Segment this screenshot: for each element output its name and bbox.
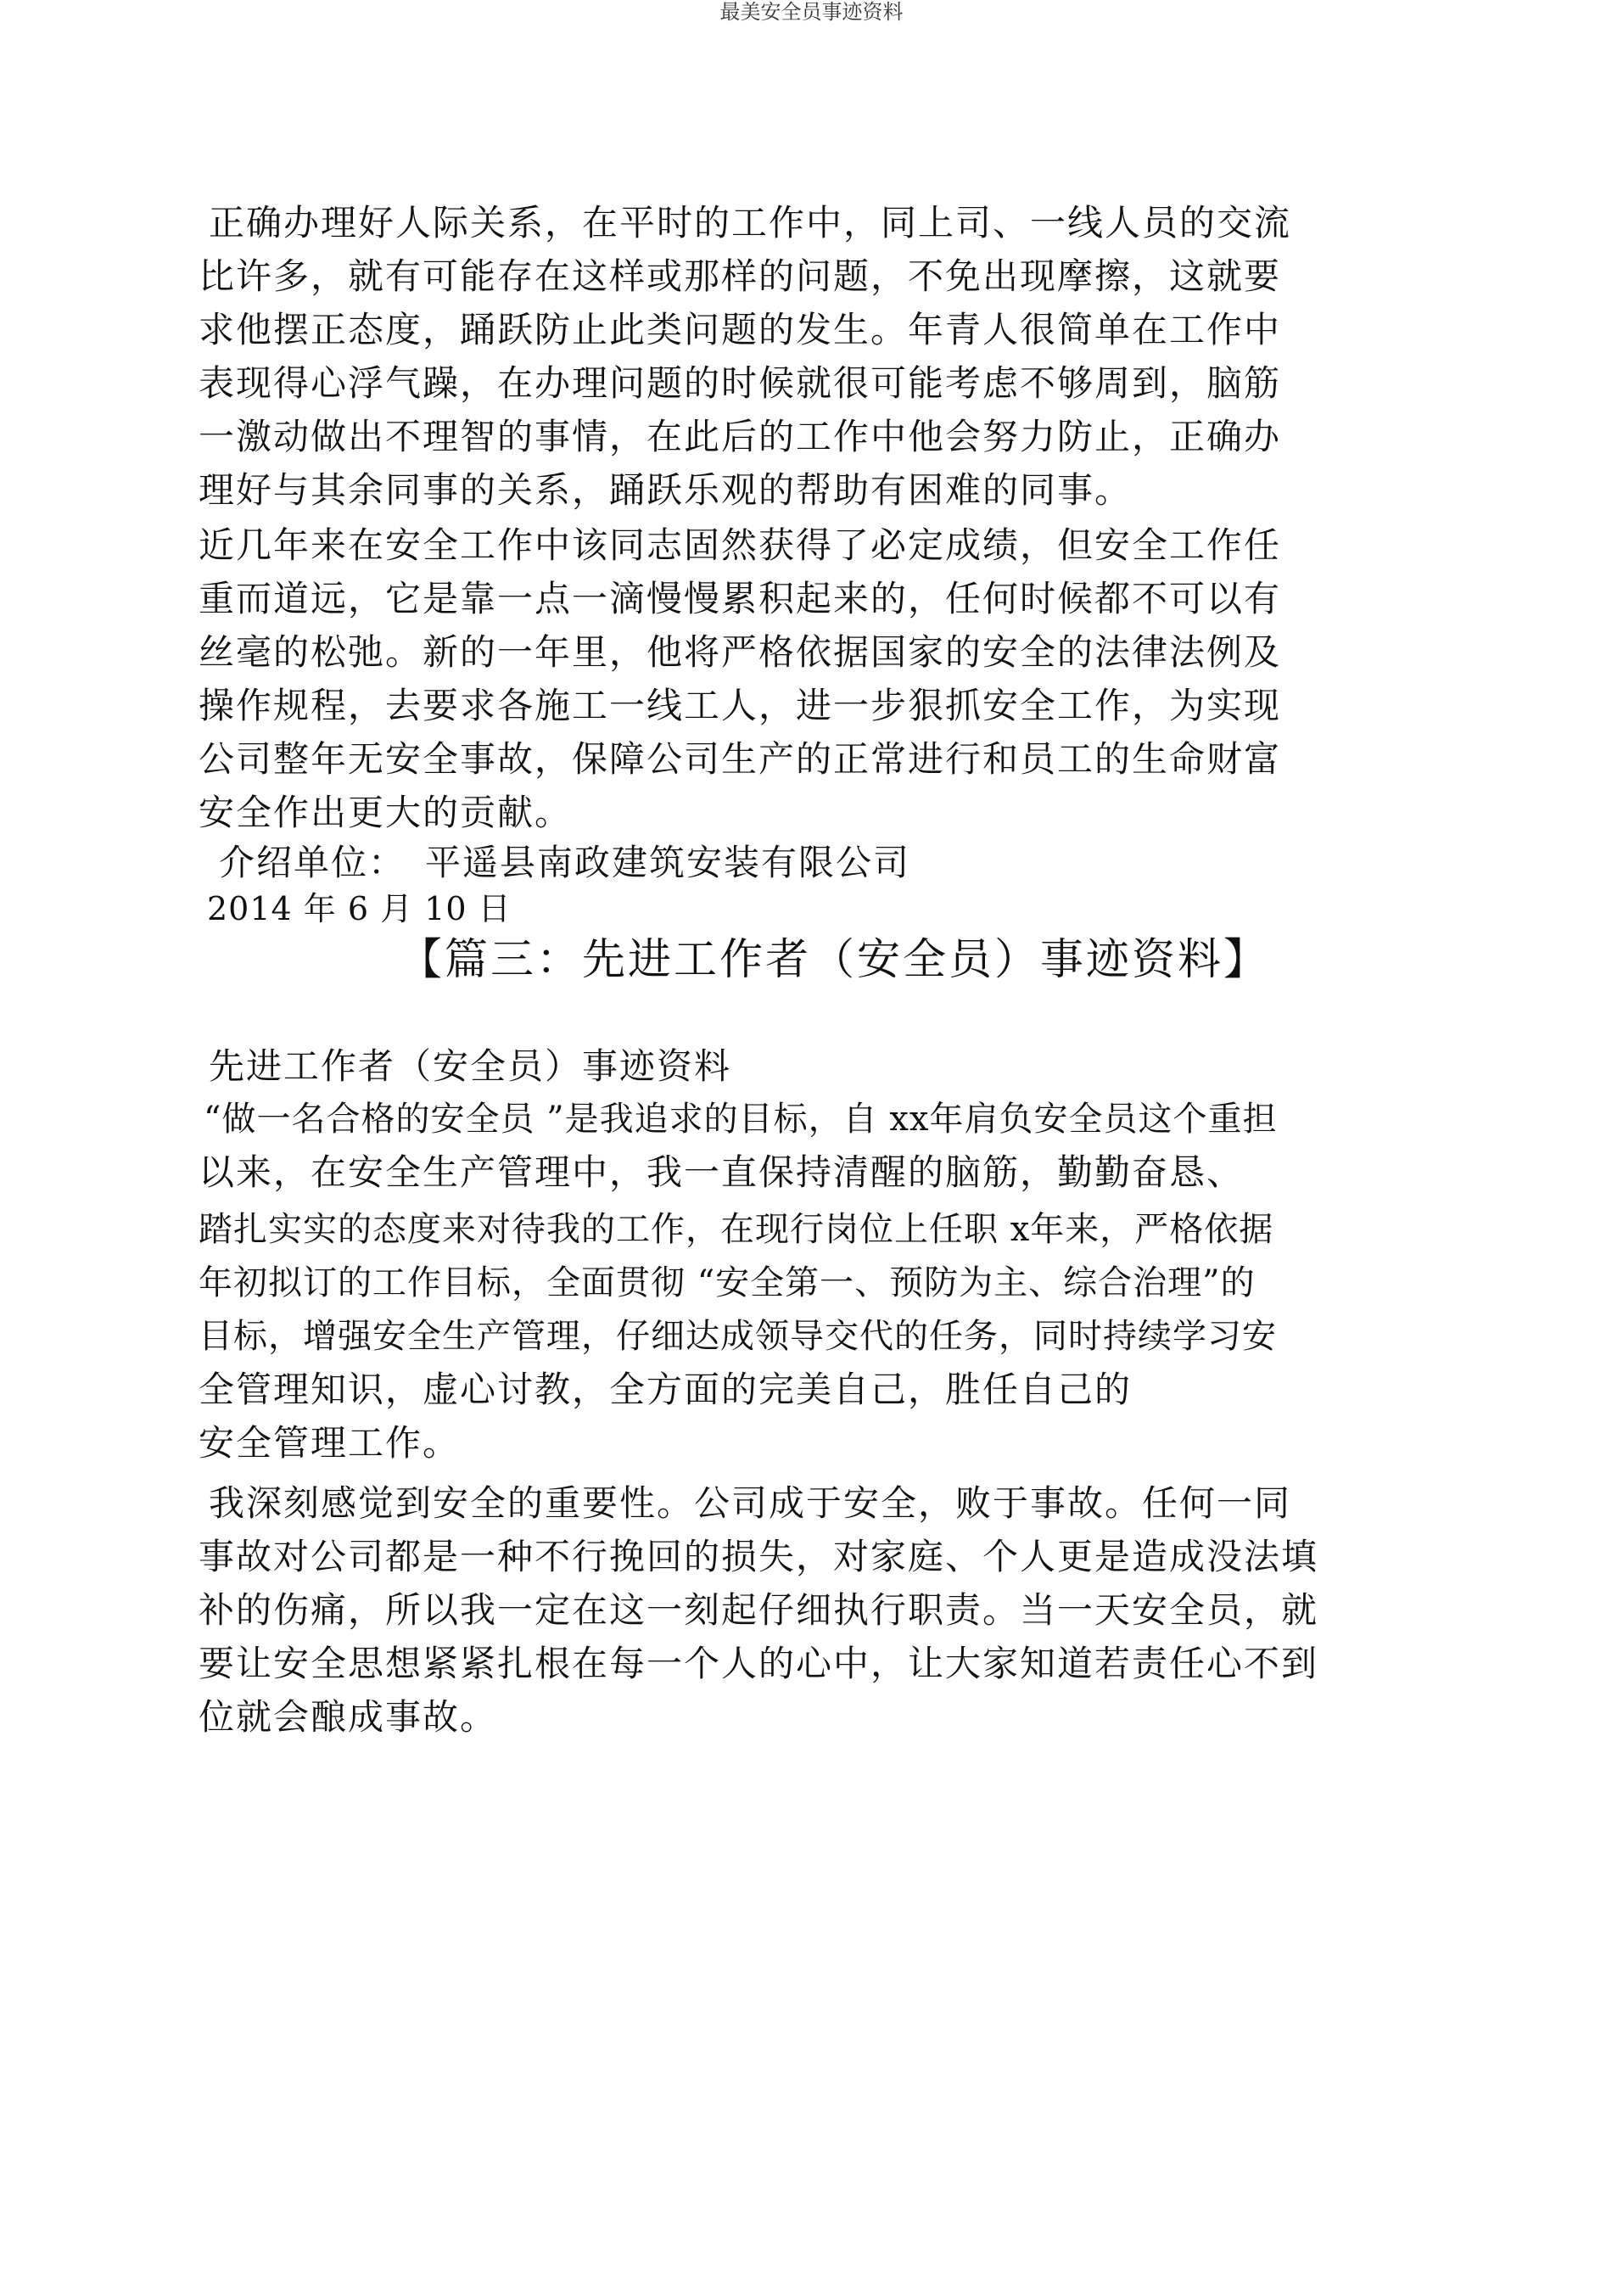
paragraph-line: 全管理知识，虚心讨教，全方面的完美自己，胜任自己的: [199, 1369, 1133, 1410]
paragraph-line: 理好与其余同事的关系，踊跃乐观的帮助有困难的同事。: [199, 469, 1133, 511]
subtitle: 先进工作者（安全员）事迹资料: [209, 1045, 732, 1087]
paragraph-line: 位就会酿成事故。: [199, 1696, 498, 1738]
document-date: 2014 年 6 月 10 日: [207, 890, 512, 927]
running-header: 最美安全员事迹资料: [719, 0, 904, 24]
paragraph-line: 安全管理工作。: [199, 1422, 461, 1464]
section-title: 【篇三：先进工作者（安全员）事迹资料】: [399, 935, 1270, 985]
paragraph-line: 年初拟订的工作目标，全面贯彻 “安全第一、预防为主、综合治理”的: [199, 1263, 1256, 1302]
paragraph-line: 要让安全思想紧紧扎根在每一个人的心中，让大家知道若责任心不到: [199, 1643, 1319, 1684]
intro-unit: 介绍单位： 平遥县南政建筑安装有限公司: [219, 842, 911, 883]
paragraph-line: 以来，在安全生产管理中，我一直保持清醒的脑筋，勤勤奋恳、: [199, 1151, 1245, 1193]
paragraph-line: 安全作出更大的贡献。: [199, 792, 573, 833]
paragraph-line: “做一名合格的安全员 ”是我追求的目标，自 xx年肩负安全员这个重担: [204, 1100, 1278, 1139]
paragraph-line: 比许多，就有可能存在这样或那样的问题，不免出现摩擦，这就要: [199, 255, 1282, 297]
paragraph-line: 事故对公司都是一种不行挽回的损失，对家庭、个人更是造成没法填: [199, 1536, 1319, 1577]
paragraph-line: 正确办理好人际关系，在平时的工作中，同上司、一线人员的交流: [209, 202, 1292, 244]
paragraph-line: 我深刻感觉到安全的重要性。公司成于安全，败于事故。任何一同: [209, 1482, 1292, 1524]
paragraph-line: 一激动做出不理智的事情，在此后的工作中他会努力防止，正确办: [199, 416, 1282, 457]
paragraph-line: 公司整年无安全事故，保障公司生产的正常进行和员工的生命财富: [199, 738, 1282, 780]
paragraph-line: 补的伤痛，所以我一定在这一刻起仔细执行职责。当一天安全员，就: [199, 1589, 1319, 1631]
paragraph-line: 踏扎实实的态度来对待我的工作，在现行岗位上任职 x年来，严格依据: [199, 1210, 1274, 1249]
paragraph-line: 近几年来在安全工作中该同志固然获得了必定成绩，但安全工作任: [199, 524, 1282, 566]
paragraph-line: 重而道远，它是靠一点一滴慢慢累积起来的，任何时候都不可以有: [199, 578, 1282, 619]
paragraph-line: 求他摆正态度，踊跃防止此类问题的发生。年青人很简单在工作中: [199, 309, 1282, 350]
paragraph-line: 目标，增强安全生产管理，仔细达成领导交代的任务，同时持续学习安: [199, 1317, 1277, 1356]
paragraph-line: 表现得心浮气躁，在办理问题的时候就很可能考虑不够周到，脑筋: [199, 362, 1282, 404]
paragraph-line: 操作规程，去要求各施工一线工人，进一步狠抓安全工作，为实现: [199, 685, 1282, 726]
paragraph-line: 丝毫的松弛。新的一年里，他将严格依据国家的安全的法律法例及: [199, 631, 1282, 673]
